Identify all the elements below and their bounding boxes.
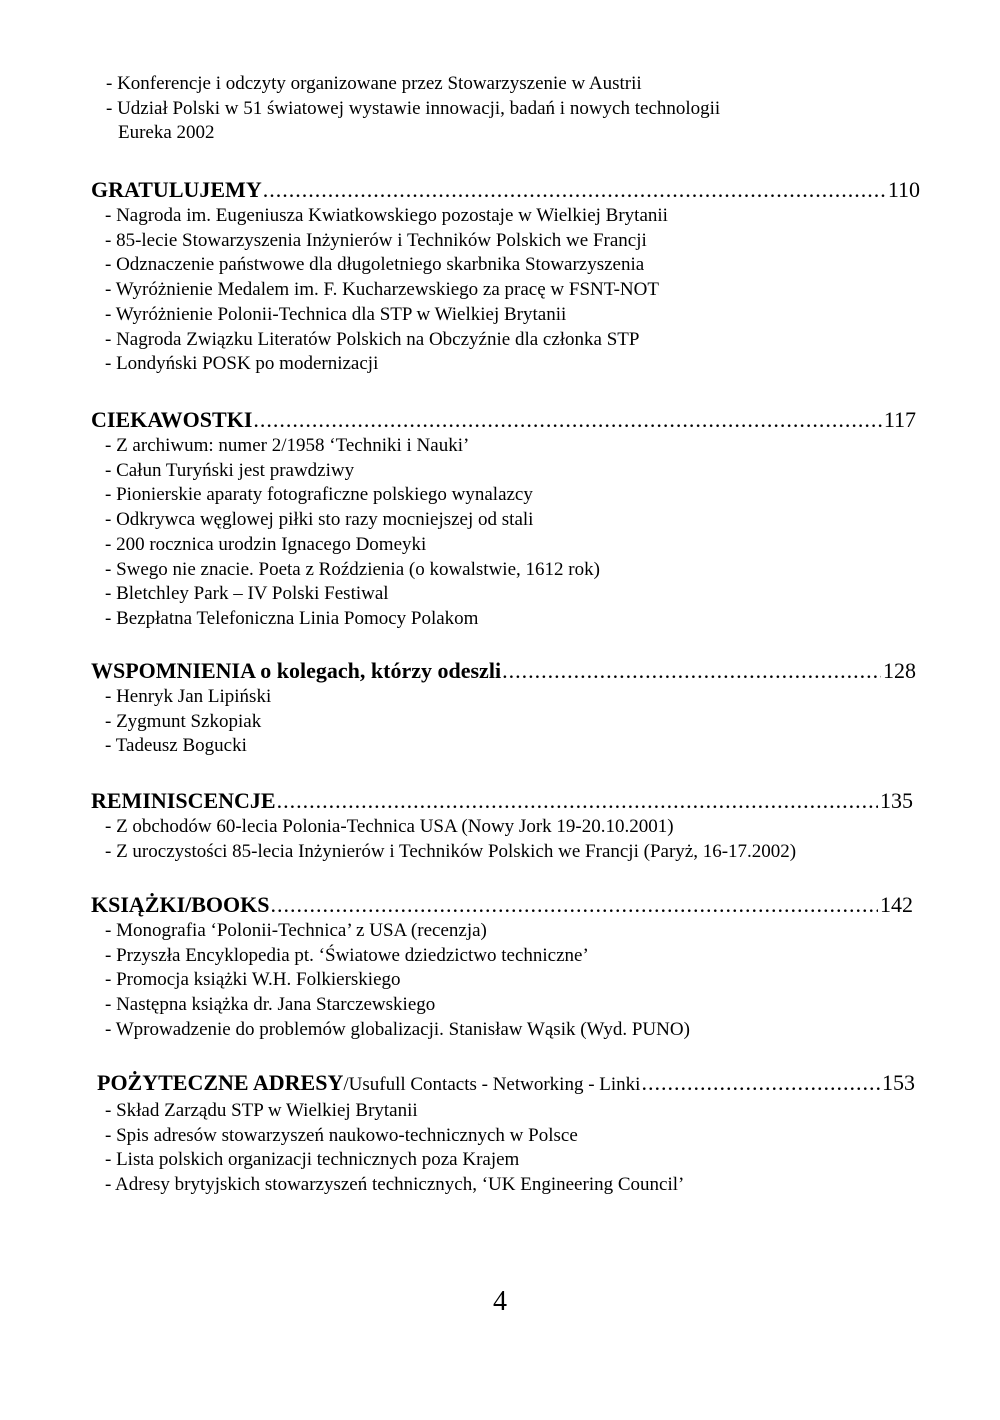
section-title: CIEKAWOSTKI [91,407,253,432]
list-item: - Z uroczystości 85-lecia Inżynierów i Techników Polskich we Francji (Paryż, 16-17.2002) [105,840,797,862]
list-item: - Bezpłatna Telefoniczna Linia Pomocy Polakom [105,607,479,629]
section-page-number: 110 [887,177,920,202]
section-subtitle: /Usufull Contacts - Networking - Linki [343,1074,641,1095]
section-heading [91,657,916,685]
list-item: - Wprowadzenie do problemów globalizacji. Stanisław Wąsik (Wyd. PUNO) [105,1018,690,1040]
section-wspomnienia [91,657,916,759]
section-items [97,1099,915,1198]
list-item: - Następna książka dr. Jana Starczewskiego [105,994,436,1016]
list-item: - Udział Polski w 51 światowej wystawie innowacji, badań i nowych technologii [106,97,721,119]
section-items [91,685,916,759]
section-heading [97,1069,915,1099]
section-title: WSPOMNIENIA o kolegach, którzy odeszli [91,658,502,683]
list-item: - Tadeusz Bogucki [105,735,247,757]
leader-dots [277,787,878,815]
section-gratulujemy [91,176,920,377]
section-title: POŻYTECZNE ADRESY [97,1070,344,1095]
section-items [91,434,916,632]
list-item: - Całun Turyński jest prawdziwy [105,459,355,481]
section-items [91,815,913,864]
section-ciekawostki [91,406,916,632]
list-item: - Odznaczenie państwowe dla długoletniego skarbnika Stowarzyszenia [105,254,645,276]
section-title: KSIĄŻKI/BOOKS [91,892,270,917]
list-item: - Monografia ‘Polonii-Technica’ z USA (recenzja) [105,920,487,941]
list-item: - Konferencje i odczyty organizowane przez Stowarzyszenie w Austrii [106,73,642,94]
list-item: - Bletchley Park – IV Polski Festiwal [105,583,389,605]
list-item: - Przyszła Encyklopedia pt. ‘Światowe dziedzictwo techniczne’ [105,944,589,966]
section-page-number: 128 [883,658,916,683]
list-item: - Lista polskich organizacji technicznych poza Krajem [105,1149,520,1171]
section-page-number: 153 [882,1070,915,1095]
section-page-number: 135 [880,788,913,813]
list-item: - Promocja książki W.H. Folkierskiego [105,969,401,991]
list-item: - Adresy brytyjskich stowarzyszeń technicznych, ‘UK Engineering Council’ [105,1174,685,1196]
list-item: - 85-lecie Stowarzyszenia Inżynierów i Techników Polskich we Francji [105,229,647,251]
list-item: - Skład Zarządu STP w Wielkiej Brytanii [105,1100,418,1121]
list-item: - Z obchodów 60-lecia Polonia-Technica USA (Nowy Jork 19-20.10.2001) [105,816,674,837]
section-title: GRATULUJEMY [91,177,262,202]
leader-dots [271,891,878,919]
list-item: Eureka 2002 [118,122,215,144]
list-item: - Wyróżnienie Medalem im. F. Kucharzewskiego za pracę w FSNT-NOT [105,279,659,301]
leader-dots [253,406,881,434]
list-item: - Swego nie znacie. Poeta z Roździenia (o kowalstwie, 1612 rok) [105,558,600,580]
section-items [91,919,913,1043]
section-pozyteczne-adresy [97,1069,915,1198]
section-page-number: 142 [880,892,913,917]
list-item: - Z archiwum: numer 2/1958 ‘Techniki i Nauki’ [105,435,470,456]
intro-list [106,72,720,146]
section-ksiazki [91,891,913,1043]
section-page-number: 117 [883,407,916,432]
section-heading [91,176,920,204]
section-heading [91,891,913,919]
list-item: - Nagroda Związku Literatów Polskich na Obczyźnie dla członka STP [105,328,640,350]
list-item: - Londyński POSK po modernizacji [105,353,379,375]
leader-dots [263,176,886,204]
list-item: - Spis adresów stowarzyszeń naukowo-technicznych w Polsce [105,1124,578,1146]
section-reminiscencje [91,787,913,864]
section-title: REMINISCENCJE [91,788,276,813]
list-item: - Henryk Jan Lipiński [105,686,272,707]
list-item: - Pionierskie aparaty fotograficzne polskiego wynalazcy [105,484,533,506]
section-heading [91,787,913,815]
list-item: - Wyróżnienie Polonii-Technica dla STP w Wielkiej Brytanii [105,303,567,325]
section-items [91,204,920,377]
leader-dots [502,657,881,685]
page-number: 4 [493,1286,507,1317]
list-item: - 200 rocznica urodzin Ignacego Domeyki [105,533,427,555]
section-heading [91,406,916,434]
list-item: - Nagroda im. Eugeniusza Kwiatkowskiego pozostaje w Wielkiej Brytanii [105,205,668,226]
list-item: - Zygmunt Szkopiak [105,710,262,732]
leader-dots [641,1069,880,1097]
list-item: - Odkrywca węglowej piłki sto razy mocniejszej od stali [105,509,534,531]
